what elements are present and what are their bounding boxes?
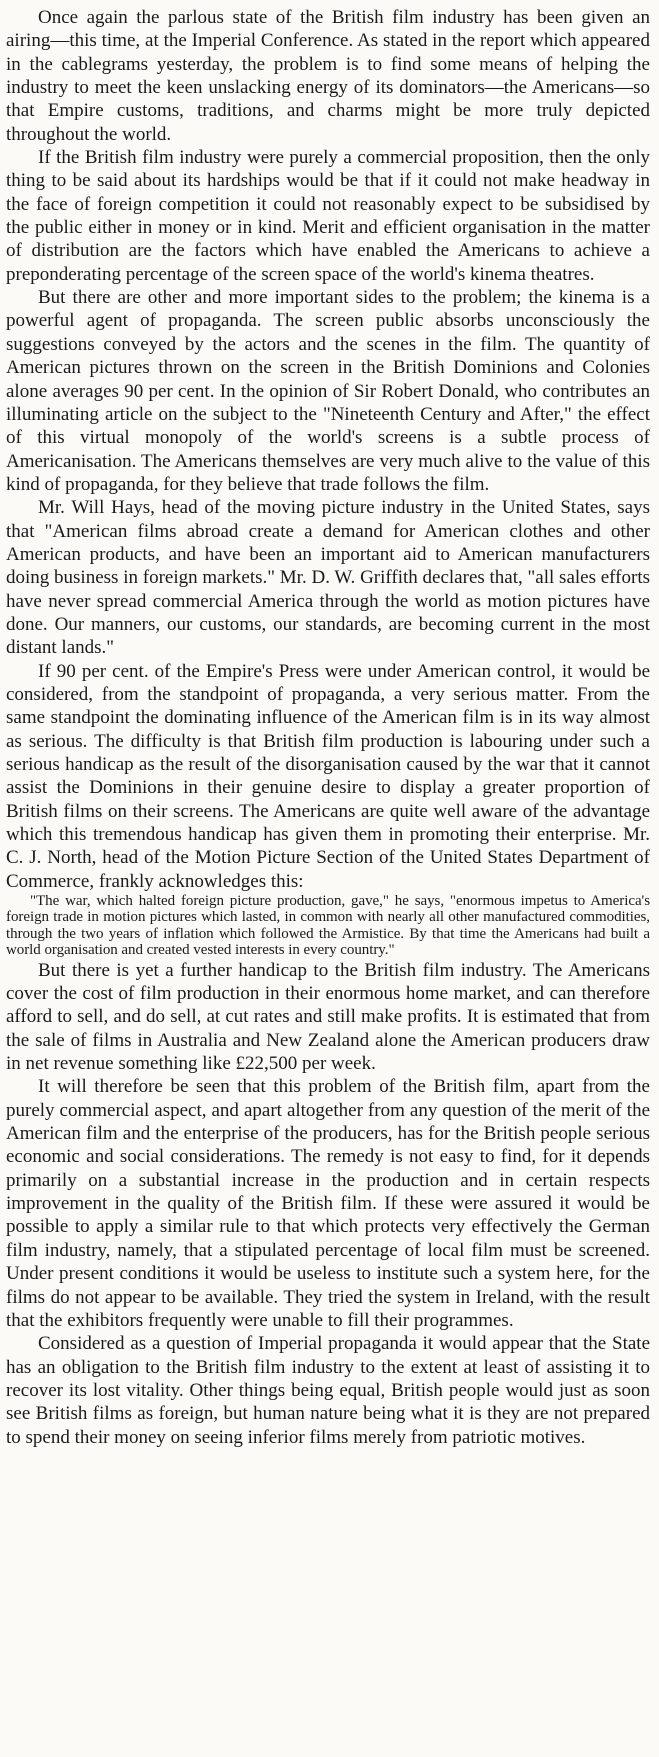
quote-north: "The war, which halted foreign picture production, gave," he says, "enormous impetus to America's foreign trade in motion pictures which lasted, in common with nearly all other manufactured commodities, through the two years of inflation which followed the Armistice. By that time the Americans had built a world organisation and created vested interests in every country." [6,893,650,959]
paragraph-imperial-conference: Once again the parlous state of the British film industry has been given an airing—this time, at the Imperial Conference. As stated in the report which appeared in the cablegrams yesterday, the problem is to find some means of helping the industry to meet the keen unslacking energy of its dominators—the Americans—so that Empire customs, traditions, and charms might be more truly depicted throughout the world. [6,7,650,145]
paragraph-propaganda: But there are other and more important sides to the problem; the kinema is a powerful agent of propaganda. The screen public absorbs unconsciously the suggestions conveyed by the actors and the scenes in the film. The quantity of American pictures thrown on the screen in the British Dominions and Colonies alone averages 90 per cent. In the opinion of Sir Robert Donald, who contributes an illuminating article on the subject to the "Nineteenth Century and After," the effect of this virtual monopoly of the world's screens is a subtle process of Americanisation. The Americans themselves are very much alive to the value of this kind of propaganda, for they believe that trade follows the film. [6,287,650,495]
paragraph-commercial-proposition: If the British film industry were purely a commercial proposition, then the only thing to be said about its hardships would be that if it could not make headway in the face of foreign competition it could not reasonably expect to be subsidised by the public either in money or in kind. Merit and efficient organisation in the matter of distribution are the factors which have enabled the Americans to achieve a preponderating percentage of the screen space of the world's kinema theatres. [6,147,650,285]
paragraph-economic-social: It will therefore be seen that this problem of the British film, apart from the purely commercial aspect, and apart altogether from any question of the merit of the American film and the enterprise of the producers, has for the British people serious economic and social considerations. The remedy is not easy to find, for it depends primarily on a substantial increase in the production and in certain respects improvement in the quality of the British film. If these were assured it would be possible to apply a similar rule to that which protects very effectively the German film industry, namely, that a stipulated percentage of local film must be screened. Under present conditions it would be useless to institute such a system here, for the films do not appear to be available. They tried the system in Ireland, with the result that the exhibitors frequently were unable to fill their programmes. [6,1076,650,1331]
paragraph-empire-press: If 90 per cent. of the Empire's Press were under American control, it would be considered, from the standpoint of propaganda, a very serious matter. From the same standpoint the dominating influence of the American film is in its way almost as serious. The difficulty is that British film production is labouring under such a serious handicap as the result of the disorganisation caused by the war that it cannot assist the Dominions in their genuine desire to display a greater proportion of British films on their screens. The Americans are quite well aware of the advantage which this tremendous handicap has given them in promoting their enterprise. Mr. C. J. North, head of the Motion Picture Section of the United States Department of Commerce, frankly acknowledges this: [6,660,650,892]
paragraph-hays-griffith: Mr. Will Hays, head of the moving picture industry in the United States, says that "American films abroad create a demand for American clothes and other American products, and have been an important aid to American manufacturers doing business in foreign markets." Mr. D. W. Griffith declares that, "all sales efforts have never spread commercial America through the world as motion pictures have done. Our manners, our customs, our standards, are becoming current in the most distant lands." [6,497,650,659]
paragraph-further-handicap: But there is yet a further handicap to the British film industry. The Americans cover the cost of film production in their enormous home market, and can therefore afford to sell, and do sell, at cut rates and still make profits. It is estimated that from the sale of films in Australia and New Zealand alone the American producers draw in net revenue something like £22,500 per week. [6,959,650,1075]
paragraph-imperial-propaganda: Considered as a question of Imperial propaganda it would appear that the State has an obligation to the British film industry to the extent at least of assisting it to recover its lost vitality. Other things being equal, British people would just as soon see British films as foreign, but human nature being what it is they are not prepared to spend their money on seeing inferior films merely from patriotic motives. [6,1333,650,1448]
